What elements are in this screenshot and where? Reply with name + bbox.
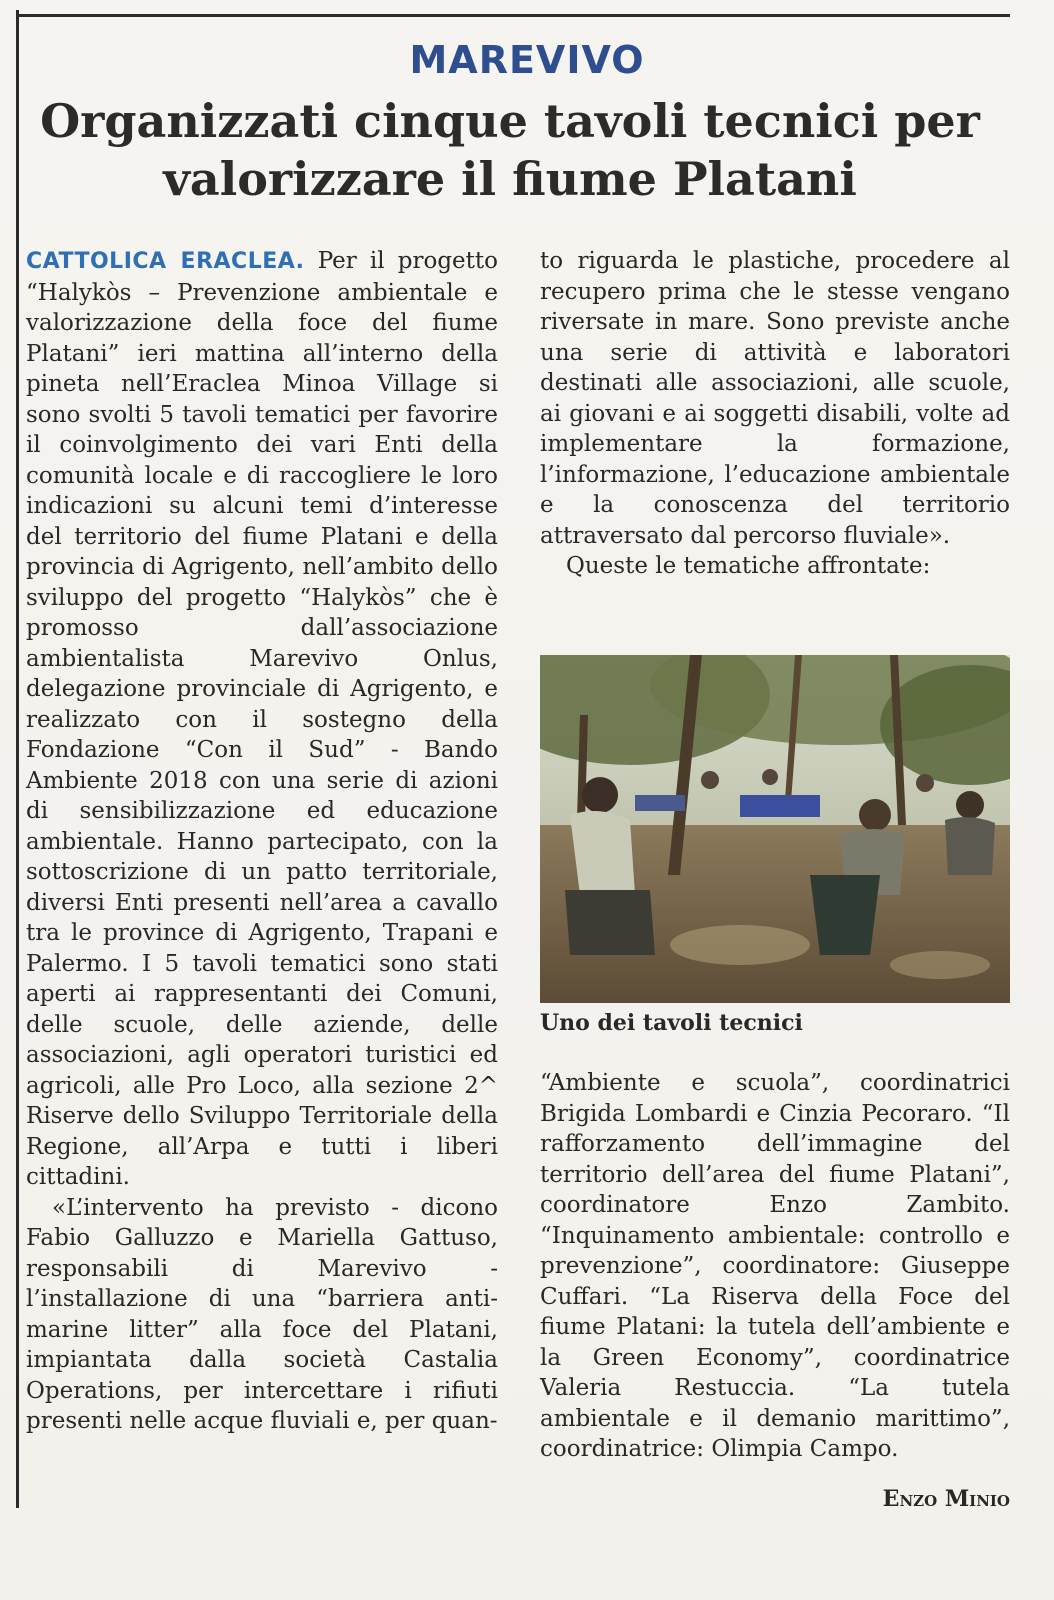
pine-grove-photo [540,655,1010,1003]
column-right-bottom [540,1068,1010,1465]
column-right-top [540,246,1010,582]
lead-paragraph [26,246,498,1193]
article-headline: Organizzati cinque tavoli tecnici per valorizzare il fiume Platani [40,94,980,206]
section-kicker: MAREVIVO [409,38,645,82]
photo-caption: Uno dei tavoli tecnici [540,1010,803,1036]
article-photo [540,655,1010,1003]
dateline: CATTOLICA ERACLEA. [26,249,305,274]
column-left [26,246,498,1437]
themes-intro: Queste le tematiche affrontate: [566,553,931,579]
right-top-paragraph: to riguarda le plastiche, procedere al recupero prima che le stesse vengano riversate in mare. Sono previste anche una serie di attività e laboratori destinati alle associazioni, alle scuole, ai giovani e ai soggetti disabili, volte ad implementare la formazione, l’informazione, l’educazione ambientale e la conoscenza del territorio attraversato dal percorso fluviale». [540,248,1010,549]
quote-paragraph: «L’intervento ha previsto - dicono Fabio Galluzzo e Mariella Gattuso, responsabili di Marevivo - l’installazione di una “barriera anti-marine litter” alla foce del Platani, impiantata dalla società Castalia Operations, per intercettare i rifiuti presenti nelle acque fluviali e, per quan- [26,1194,498,1434]
clipping-top-rule [16,14,1010,17]
themes-paragraph: “Ambiente e scuola”, coordinatrici Brigida Lombardi e Cinzia Pecoraro. “Il rafforzamento dell’immagine del territorio dell’area del fiume Platani”, coordinatore Enzo Zambito. “Inquinamento ambientale: controllo e prevenzione”, coordinatore: Giuseppe Cuffari. “La Riserva della Foce del fiume Platani: la tutela dell’ambiente e la Green Economy”, coordinatrice Valeria Restuccia. “La tutela ambientale e il demanio marittimo”, coordinatrice: Olimpia Campo. [540,1070,1010,1462]
lead-text: Per il progetto “Halykòs – Prevenzione ambientale e valorizzazione della foce del fiume Platani” ieri mattina all’interno della pineta nell’Eraclea Minoa Village si sono svolti 5 tavoli tematici per favorire il coinvolgimento dei vari Enti della comunità locale e di raccogliere le loro indicazioni su alcuni temi d’interesse del territorio del fiume Platani e della provincia di Agrigento, nell’ambito dello sviluppo del progetto “Halykòs” che è promosso dall’associazione ambientalista Marevivo Onlus, delegazione provinciale di Agrigento, e realizzato con il sostegno della Fondazione “Con il Sud” - Bando Ambiente 2018 con una serie di azioni di sensibilizzazione ed educazione ambientale. Hanno partecipato, con la sottoscrizione di un patto territoriale, diversi Enti presenti nell’area a cavallo tra le province di Agrigento, Trapani e Palermo. I 5 tavoli tematici sono stati aperti ai rappresentanti dei Comuni, delle scuole, delle aziende, delle associazioni, agli operatori turistici ed agricoli, alle Pro Loco, alla sezione 2^ Riserve dello Sviluppo Territoriale della Regione, all’Arpa e tutti i liberi cittadini. [26,248,498,1190]
clipping-left-rule [16,10,19,1508]
byline: Enzo Minio [882,1486,1010,1512]
